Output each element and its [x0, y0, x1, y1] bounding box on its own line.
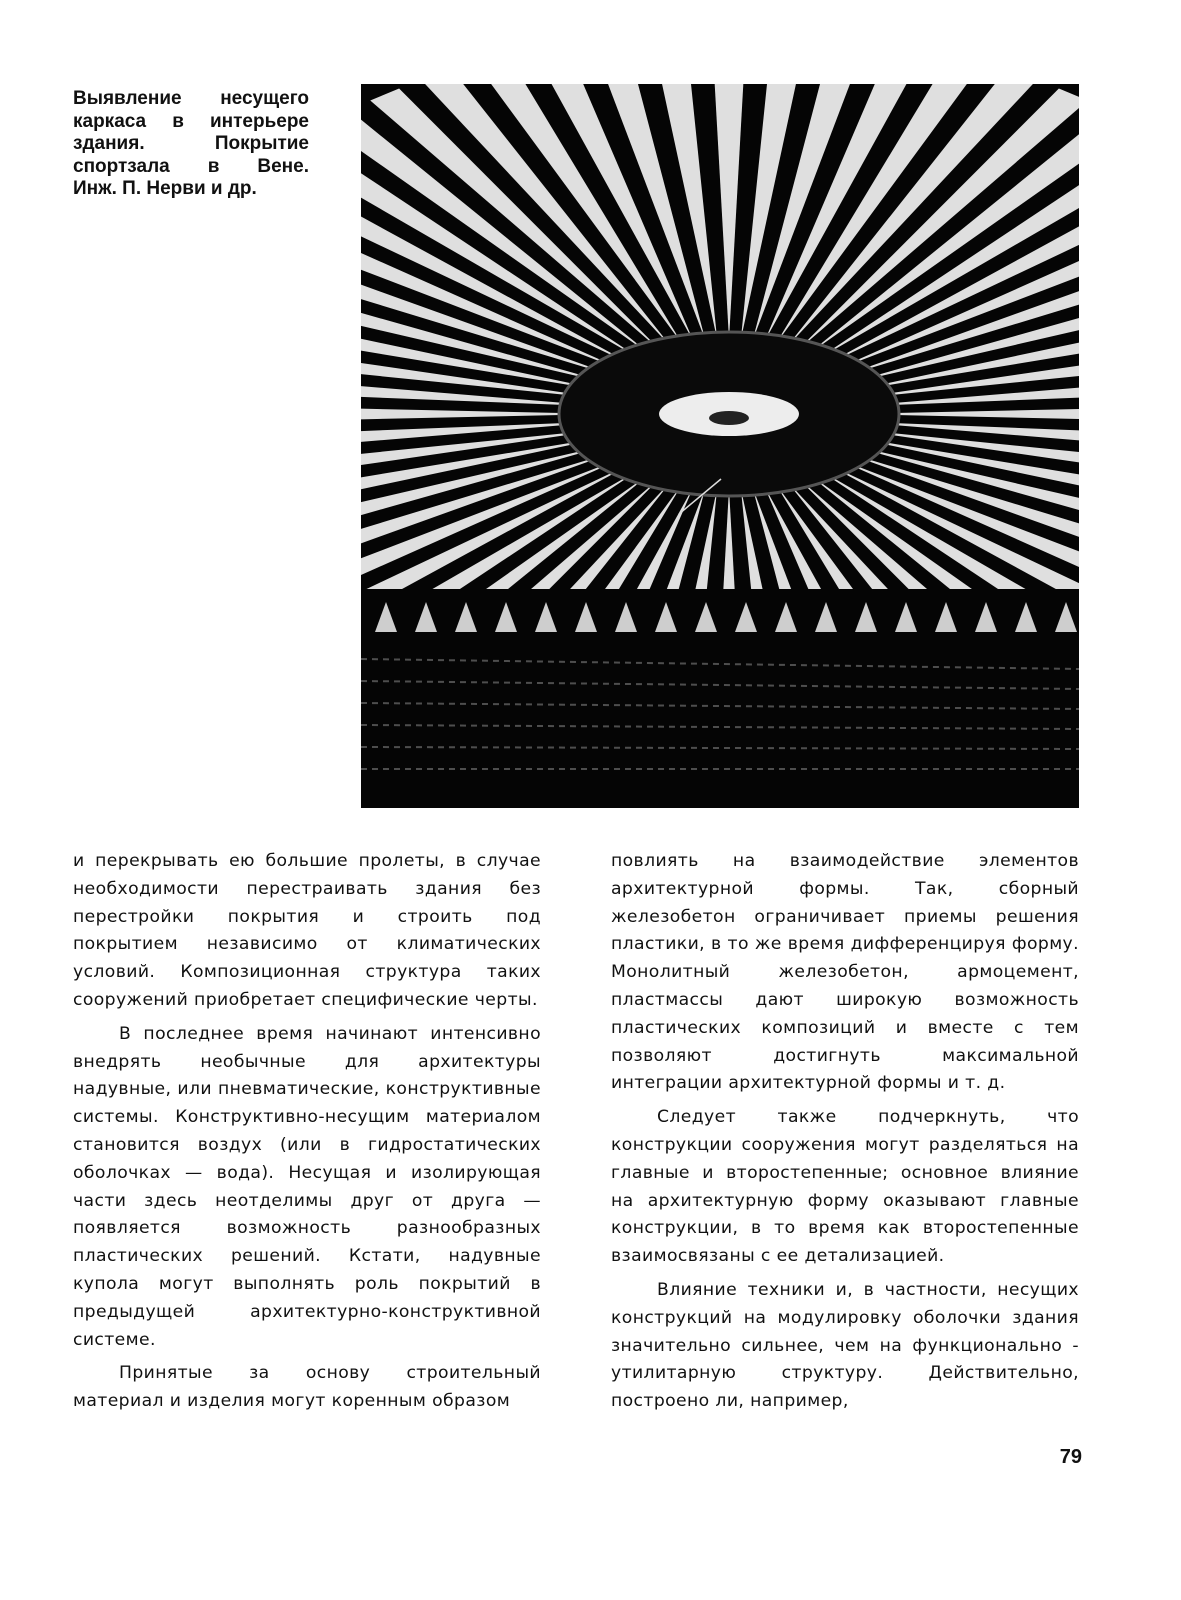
dome-interior-photo [361, 84, 1079, 808]
paragraph: Влияние техники и, в частности, несущих конструкций на модулировку оболочки здания значительно сильнее, чем на функционально - утилитарную структуру. Действительно, построено ли, например, [611, 1279, 1079, 1412]
paragraph: В последнее время начинают интенсивно внедрять необычные для архитектуры надувные, или пневматические, конструктивные системы. Конструктивно-несущим материалом становится воздух (или в гидростатических оболочках — вода). Несущая и изолирующая части здесь неотделимы друг от друга — появляется возможность разнообразных пластических решений. Кстати, надувные купола могут выполнять роль покрытий в предыдущей архитектурно-конструктивной системе. [73, 1023, 541, 1350]
caption-line: Выявление несущего [73, 88, 309, 109]
dome-illustration [361, 84, 1079, 808]
caption-line: спортзала в Вене. [73, 155, 309, 177]
photo-caption [73, 88, 309, 201]
paragraph: и перекрывать ею большие пролеты, в случае необходимости перестраивать здания без перестройки покрытия и строить под покрытием независимо от климатических условий. Композиционная структура таких сооружений приобретает специфические черты. [73, 851, 541, 1010]
paragraph: Принятые за основу строительный материал и изделия могут коренным образом [73, 1363, 541, 1412]
paragraph: повлиять на взаимодействие элементов архитектурной формы. Так, сборный железобетон ограничивает приемы решения пластики, в то же время дифференцируя форму. Монолитный железобетон, армоцемент, пластмассы дают широкую возможность пластических композиций и вместе с тем позволяют достигнуть максимальной интеграции архитектурной формы и т. д. [611, 851, 1079, 1094]
oculus-lamp [709, 411, 749, 425]
caption-line: здания. Покрытие [73, 133, 309, 154]
paragraph: Следует также подчеркнуть, что конструкции сооружения могут разделяться на главные и второстепенные; основное влияние на архитектурную форму оказывают главные конструкции, в то время как второстепенные взаимосвязаны с ее детализацией. [611, 1107, 1079, 1267]
caption-line: Инж. П. Нерви и др. [73, 178, 257, 199]
text-column-left [73, 848, 541, 1422]
text-column-right [611, 848, 1079, 1422]
page-number: 79 [1059, 1446, 1082, 1468]
caption-line: каркаса в интерьере [73, 110, 309, 132]
